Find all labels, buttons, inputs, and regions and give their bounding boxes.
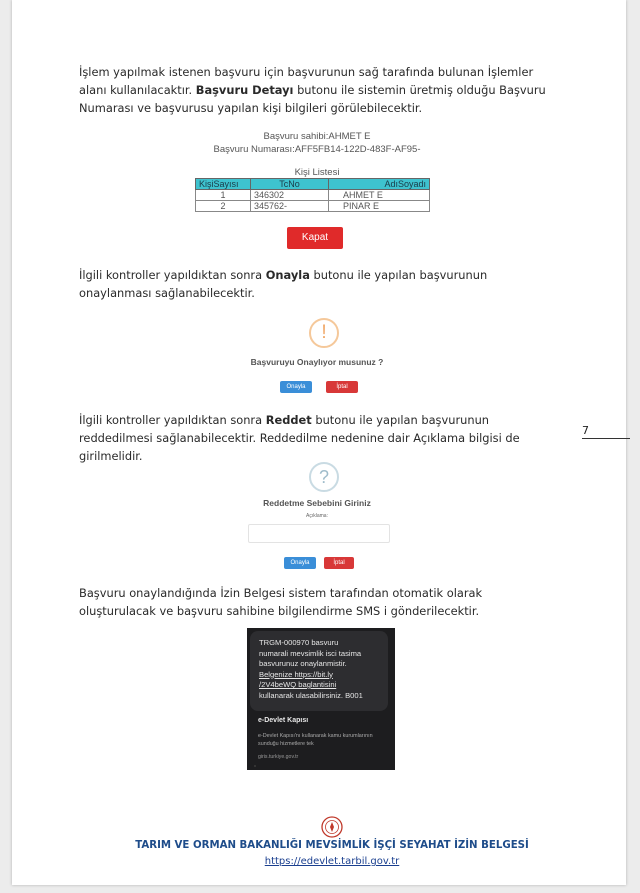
table-cell: 2 <box>196 201 251 212</box>
column-header: KişiSayısı <box>196 179 251 190</box>
question-icon: ? <box>309 462 339 492</box>
detail-header <box>182 130 452 156</box>
reject-dialog-title: Reddetme Sebebini Giriniz <box>263 498 371 508</box>
table-cell: AHMET E <box>329 190 430 201</box>
approve-dialog-title: Başvuruyu Onaylıyor musunuz ? <box>250 357 384 367</box>
text-span: İşlem yapılmak istenen başvuru için başvurunun sağ tarafında bulunan İşlemler alanı kullanılacaktır. <box>79 65 534 97</box>
sms-line: numarali mevsimlik isci tasima <box>259 648 362 658</box>
sms-screenshot <box>247 628 395 770</box>
column-header: AdıSoyadı <box>329 179 430 190</box>
person-table <box>195 178 430 212</box>
paragraph-detail <box>79 63 559 117</box>
sms-bubble <box>250 631 388 711</box>
approve-confirm-button[interactable]: Onayla <box>280 381 312 393</box>
text-span: İlgili kontroller yapıldıktan sonra <box>79 413 266 427</box>
sms-line: TRGM-000970 basvuru <box>259 638 339 647</box>
applicant-name: Başvuru sahibi:AHMET E <box>263 131 371 142</box>
reject-confirm-button[interactable]: Onayla <box>284 557 316 569</box>
text-span: İlgili kontroller yapıldıktan sonra <box>79 268 266 282</box>
link-preview-title[interactable]: e-Devlet Kapısı <box>258 717 309 724</box>
column-header: TcNo <box>251 179 329 190</box>
description-textarea[interactable] <box>248 524 390 543</box>
table-cell: 1 <box>196 190 251 201</box>
table-header-row <box>196 179 430 190</box>
sms-line: /2V4beWQ baglantisini <box>259 680 337 689</box>
table-row <box>196 190 430 201</box>
footer-title: TARIM VE ORMAN BAKANLIĞI MEVSİMLİK İŞÇİ SEYAHAT İZİN BELGESİ <box>135 840 529 851</box>
document-page <box>12 0 626 885</box>
description-label: Açıklama: <box>306 513 328 519</box>
application-number: Başvuru Numarası:AFF5FB14-122D-483F-AF95- <box>213 144 421 155</box>
table-cell: 345762- <box>251 201 329 212</box>
sms-line: Belgenize https://bit.ly <box>259 669 333 679</box>
table-cell: 346302 <box>251 190 329 201</box>
bold-term-onayla: Onayla <box>265 268 310 282</box>
paragraph-sms: Başvuru onaylandığında İzin Belgesi sistem tarafından otomatik olarak oluşturulacak ve başvuru sahibine bilgilendirme SMS i gönderilecektir. <box>79 586 483 618</box>
bold-term-basvuru-detayi: Başvuru Detayı <box>195 83 294 97</box>
text-span: butonu ile sistemin üretmiş olduğu Başvuru Numarası ve başvurusu yapılan kişi bilgileri görülebilecektir. <box>79 83 546 115</box>
page-number: 7 <box>582 424 630 439</box>
approve-cancel-button[interactable]: İptal <box>326 381 358 393</box>
person-list-title: Kişi Listesi <box>294 167 340 178</box>
text-span: butonu ile yapılan başvurunun onaylanması sağlanabilecektir. <box>79 268 488 300</box>
paragraph-approve <box>79 266 559 302</box>
stray-dot <box>254 765 256 767</box>
link-preview-domain: giris.turkiye.gov.tr <box>258 754 299 760</box>
link-preview-description: e-Devlet Kapısı'nı kullanarak kamu kurumlarının sunduğu hizmetlere tek <box>258 733 373 747</box>
ministry-logo-icon <box>321 816 343 838</box>
table-row <box>196 201 430 212</box>
close-button[interactable]: Kapat <box>287 227 343 249</box>
warning-icon: ! <box>309 318 339 348</box>
reject-cancel-button[interactable]: İptal <box>324 557 354 569</box>
sms-line: kullanarak ulasabilirsiniz. B001 <box>259 690 363 700</box>
sms-line: basvurunuz onaylanmistir. <box>259 659 347 668</box>
text-span: butonu ile yapılan başvurunun reddedilmesi sağlanabilecektir. Reddedilme nedenine dair Açıklama bilgisi de girilmelidir. <box>79 413 520 463</box>
bold-term-reddet: Reddet <box>265 413 312 427</box>
paragraph-reject <box>79 411 559 465</box>
table-cell: PINAR E <box>329 201 430 212</box>
footer-link[interactable]: https://edevlet.tarbil.gov.tr <box>264 856 400 867</box>
